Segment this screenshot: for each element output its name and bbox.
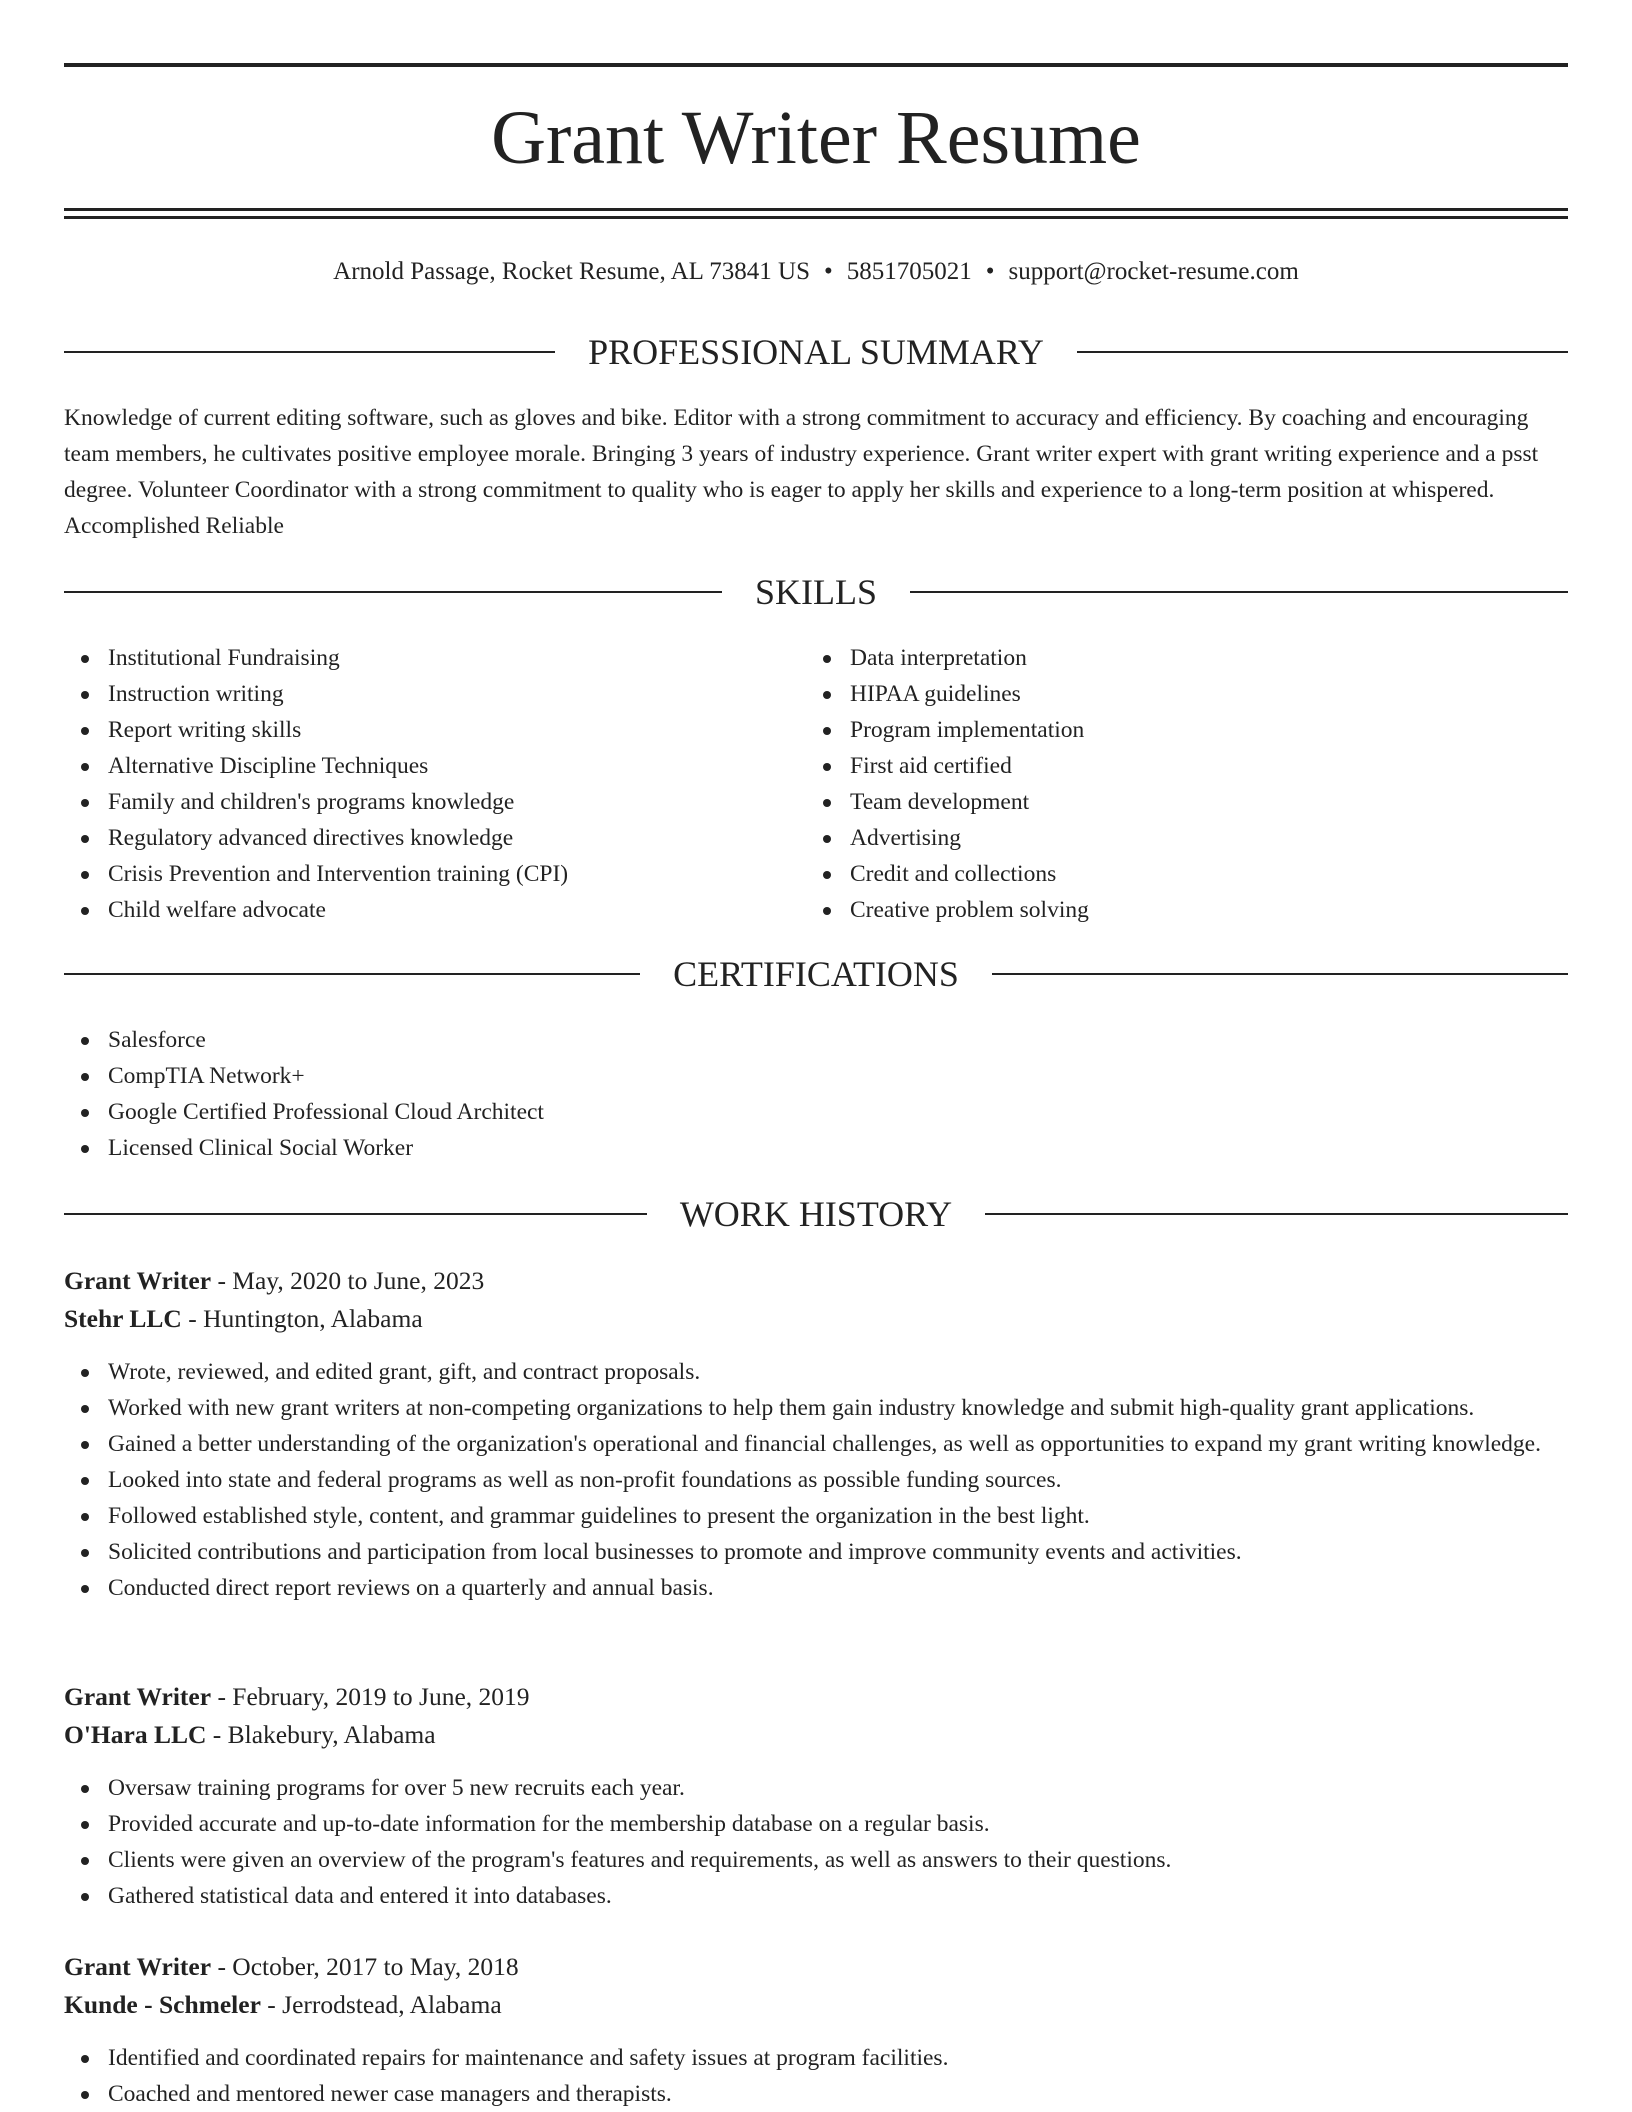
job-title: Grant Writer [64, 1266, 212, 1295]
skill-item: Team development [806, 784, 1546, 820]
job-entry [64, 1678, 1568, 1914]
job-duties [64, 1770, 1568, 1914]
section-title: PROFESSIONAL SUMMARY [588, 332, 1044, 372]
skill-item: Instruction writing [64, 676, 804, 712]
skill-item: Child welfare advocate [64, 892, 804, 928]
skill-item: Regulatory advanced directives knowledge [64, 820, 804, 856]
job-location: - Huntington, Alabama [181, 1304, 423, 1333]
skill-item: Program implementation [806, 712, 1546, 748]
title-double-rule-lower [64, 216, 1568, 219]
job-company: Stehr LLC [64, 1304, 182, 1333]
summary-text: Knowledge of current editing software, such as gloves and bike. Editor with a strong commitment to accuracy and efficiency. By coaching and encouraging team members, he cultivates positive employee morale. Bringing 3 years of industry experience. Grant writer expert with grant writing experience and a psst degree. Volunteer Coordinator with a strong commitment to quality who is eager to apply her skills and experience to a long-term position at whispered. Accomplished Reliable [64, 405, 1539, 539]
duty-item: Wrote, reviewed, and edited grant, gift, and contract proposals. [64, 1354, 1568, 1390]
job-location: - Blakebury, Alabama [206, 1720, 436, 1749]
skill-item: Alternative Discipline Techniques [64, 748, 804, 784]
job-entry [64, 1262, 1568, 1606]
job-duties [64, 1354, 1568, 1606]
skill-item: First aid certified [806, 748, 1546, 784]
duty-item: Followed established style, content, and grammar guidelines to present the organization in the best light. [64, 1498, 1568, 1534]
section-heading-certifications [64, 952, 1568, 996]
heading-rule [985, 1213, 1568, 1215]
contact-separator: • [985, 258, 995, 285]
skill-item: Institutional Fundraising [64, 640, 804, 676]
duty-item: Looked into state and federal programs as well as non-profit foundations as possible funding sources. [64, 1462, 1568, 1498]
certification-item: Google Certified Professional Cloud Architect [64, 1094, 1568, 1130]
certification-item: CompTIA Network+ [64, 1058, 1568, 1094]
heading-rule [64, 973, 640, 975]
duty-item: Worked with new grant writers at non-competing organizations to help them gain industry knowledge and submit high-quality grant applications. [64, 1390, 1568, 1426]
skill-item: HIPAA guidelines [806, 676, 1546, 712]
job-duties [64, 2040, 1568, 2112]
job-title: Grant Writer [64, 1682, 212, 1711]
title-double-rule-upper [64, 208, 1568, 211]
duty-item: Gathered statistical data and entered it into databases. [64, 1878, 1568, 1914]
section-title: WORK HISTORY [679, 1194, 953, 1234]
section-title: SKILLS [755, 572, 878, 612]
skill-item: Data interpretation [806, 640, 1546, 676]
skill-item: Advertising [806, 820, 1546, 856]
duty-item: Gained a better understanding of the organization's operational and financial challenges, as well as opportunities to expand my grant writing knowledge. [64, 1426, 1568, 1462]
job-title: Grant Writer [64, 1952, 212, 1981]
duty-item: Clients were given an overview of the program's features and requirements, as well as answers to their questions. [64, 1842, 1568, 1878]
skill-item: Report writing skills [64, 712, 804, 748]
skill-item: Credit and collections [806, 856, 1546, 892]
skill-item: Crisis Prevention and Intervention training (CPI) [64, 856, 804, 892]
skills-list-left [64, 640, 804, 928]
job-company-line [64, 1716, 1568, 1754]
duty-item: Solicited contributions and participation from local businesses to promote and improve community events and activities. [64, 1534, 1568, 1570]
duty-item: Coached and mentored newer case managers and therapists. [64, 2076, 1568, 2112]
heading-rule [64, 1213, 647, 1215]
heading-rule [992, 973, 1568, 975]
heading-rule [64, 351, 555, 353]
heading-rule [1077, 351, 1568, 353]
job-dates: - May, 2020 to June, 2023 [211, 1266, 485, 1295]
certification-item: Salesforce [64, 1022, 1568, 1058]
page-title: Grant Writer Resume [491, 96, 1141, 180]
skills-list-right [806, 640, 1546, 928]
section-heading-summary [64, 330, 1568, 374]
duty-item: Identified and coordinated repairs for maintenance and safety issues at program facilities. [64, 2040, 1568, 2076]
duty-item: Provided accurate and up-to-date information for the membership database on a regular basis. [64, 1806, 1568, 1842]
job-company: Kunde - Schmeler [64, 1990, 261, 2019]
heading-rule [910, 591, 1568, 593]
section-heading-work-history [64, 1192, 1568, 1236]
contact-address: Arnold Passage, Rocket Resume, AL 73841 US [333, 258, 810, 285]
job-dates: - October, 2017 to May, 2018 [211, 1952, 519, 1981]
job-company-line [64, 1300, 1568, 1338]
job-entry [64, 1948, 1568, 2112]
duty-item: Oversaw training programs for over 5 new recruits each year. [64, 1770, 1568, 1806]
job-title-line [64, 1948, 1568, 1986]
section-heading-skills [64, 570, 1568, 614]
job-location: - Jerrodstead, Alabama [260, 1990, 502, 2019]
certification-item: Licensed Clinical Social Worker [64, 1130, 1568, 1166]
contact-line [64, 254, 1568, 290]
certifications-list [64, 1022, 1568, 1166]
job-dates: - February, 2019 to June, 2019 [211, 1682, 530, 1711]
skill-item: Creative problem solving [806, 892, 1546, 928]
heading-rule [64, 591, 722, 593]
contact-email: support@rocket-resume.com [1008, 258, 1299, 285]
job-title-line [64, 1262, 1568, 1300]
job-company-line [64, 1986, 1568, 2024]
section-title: CERTIFICATIONS [673, 954, 959, 994]
skill-item: Family and children's programs knowledge [64, 784, 804, 820]
duty-item: Conducted direct report reviews on a quarterly and annual basis. [64, 1570, 1568, 1606]
job-title-line [64, 1678, 1568, 1716]
top-rule [64, 63, 1568, 67]
contact-separator: • [823, 258, 833, 285]
contact-phone: 5851705021 [846, 258, 972, 285]
job-company: O'Hara LLC [64, 1720, 207, 1749]
